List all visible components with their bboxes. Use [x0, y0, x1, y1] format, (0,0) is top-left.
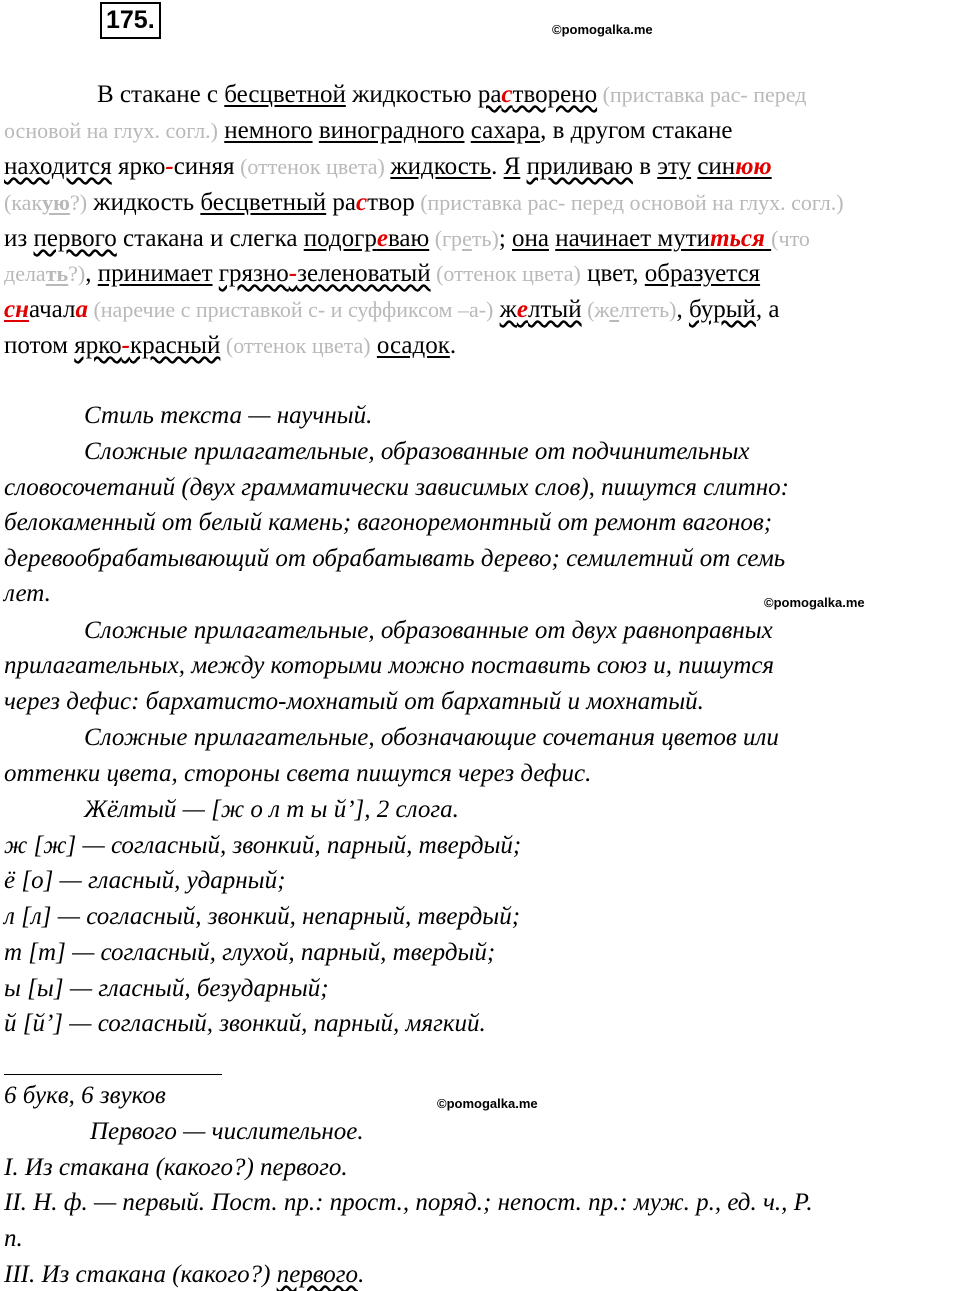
note-part: дела	[4, 261, 46, 286]
analysis-line: через дефис: бархатисто-мохнатый от бархатный и мохнатый.	[4, 688, 704, 715]
text-line-7	[4, 296, 780, 324]
word-part: ж	[499, 296, 517, 323]
divider-line	[4, 1074, 222, 1075]
highlighted-letter: -	[165, 153, 174, 180]
underlined-word: сахара	[470, 117, 541, 144]
underlined-word: принимает	[97, 260, 213, 287]
text-fragment: ,	[676, 296, 689, 323]
highlighted-letter: -	[288, 260, 298, 287]
analysis-line: Жёлтый — [ж о л т ы й’], 2 слога.	[84, 796, 459, 823]
wavy-underlined-word	[74, 332, 220, 359]
highlighted-letter: -	[121, 332, 130, 359]
highlighted-letter: ться	[710, 225, 765, 252]
analysis-line: Стиль текста — научный.	[84, 402, 373, 429]
highlighted-letter: е	[376, 225, 388, 252]
underlined-word	[697, 153, 771, 180]
text-fragment: , а	[755, 296, 780, 323]
gray-note: (оттенок цвета)	[220, 333, 371, 358]
analysis-line: л [л] — согласный, звонкий, непарный, твердый;	[4, 903, 521, 930]
watermark: ©pomogalka.me	[552, 22, 653, 37]
analysis-line: ы [ы] — гласный, безударный;	[4, 975, 329, 1002]
watermark: ©pomogalka.me	[764, 595, 865, 610]
word-part: ваю	[387, 225, 430, 252]
text-line-6	[4, 260, 760, 288]
text-fragment: III. Из стакана (какого?)	[4, 1261, 277, 1288]
note-part: (ж	[581, 297, 610, 322]
word-part: подогр	[303, 225, 377, 252]
underlined-word: бесцветный	[200, 189, 327, 216]
text-fragment: .	[491, 153, 504, 180]
gray-note	[4, 190, 87, 215]
gray-note: (оттенок цвета)	[234, 154, 391, 179]
gray-note: (что	[771, 226, 810, 251]
word-part: син	[697, 153, 736, 180]
word-part: лтый	[528, 296, 582, 323]
note-letter: е	[462, 226, 472, 251]
gray-note	[429, 226, 499, 251]
text-fragment: стакана и слегка	[116, 225, 304, 252]
wavy-underlined-word: приливаю	[526, 153, 633, 180]
analysis-line: й [й’] — согласный, звонкий, парный, мягкий.	[4, 1010, 486, 1037]
gray-note: (наречие с приставкой с- и суффиксом –а-)	[87, 297, 494, 322]
underlined-word	[304, 225, 430, 252]
wavy-underlined-word: первого	[33, 225, 117, 252]
note-part: ?)	[69, 190, 88, 215]
wavy-underlined-word: находится	[4, 153, 112, 180]
underlined-word: осадок	[376, 332, 450, 359]
footer-line: II. Н. ф. — первый. Пост. пр.: прост., поряд.; непост. пр.: муж. р., ед. ч., Р.	[4, 1189, 813, 1216]
underlined-word	[555, 225, 771, 252]
underlined-word: образуется	[644, 260, 761, 287]
text-fragment: В стакане с	[97, 81, 225, 108]
highlighted-letter: е	[516, 296, 529, 323]
highlighted-letter: а	[75, 296, 88, 323]
text-line-5	[4, 225, 810, 253]
gray-note: (приставка рас- перед основой на глух. согл.)	[414, 190, 844, 215]
wavy-underlined-word: бурый	[688, 296, 756, 323]
analysis-line: лет.	[4, 580, 51, 607]
wavy-underlined-word	[478, 81, 597, 108]
note-part: ?)	[68, 261, 86, 286]
word-part: начинает мути	[555, 225, 711, 252]
footer-line	[4, 1261, 364, 1289]
analysis-line: т [т] — согласный, глухой, парный, твердый;	[4, 939, 496, 966]
analysis-line: ё [о] — гласный, ударный;	[4, 867, 286, 894]
watermark: ©pomogalka.me	[437, 1096, 538, 1111]
text-fragment: твор	[367, 189, 415, 216]
underlined-word: виноградного	[318, 117, 465, 144]
footer-line: I. Из стакана (какого?) первого.	[4, 1154, 348, 1181]
underlined-word: эту	[657, 153, 692, 180]
gray-note	[582, 297, 677, 322]
text-fragment: ,	[85, 260, 98, 287]
note-part: (как	[4, 190, 43, 215]
text-line-2	[4, 117, 733, 145]
word-part: красный	[129, 332, 221, 359]
analysis-line: белокаменный от белый камень; вагоноремонтный от ремонт вагонов;	[4, 509, 773, 536]
highlighted-prefix: сн	[4, 296, 29, 323]
text-line-3	[4, 153, 772, 181]
wavy-underlined-word: первого	[276, 1261, 359, 1288]
word-part: творено	[512, 81, 598, 108]
text-fragment: ра	[326, 189, 357, 216]
text-line-1	[97, 81, 806, 109]
wavy-underlined-word	[500, 296, 582, 323]
gray-note	[4, 261, 85, 286]
highlighted-letter: юю	[735, 153, 772, 180]
note-part: лтеть)	[619, 297, 677, 322]
underlined-word: жидкость	[390, 153, 492, 180]
gray-note: (оттенок цвета)	[430, 261, 581, 286]
word-part: ярко	[74, 332, 122, 359]
analysis-line: Сложные прилагательные, образованные от двух равноправных	[84, 617, 773, 644]
analysis-line: оттенки цвета, стороны света пишутся через дефис.	[4, 760, 592, 787]
analysis-line: словосочетаний (двух грамматически зависимых слов), пишутся слитно:	[4, 474, 789, 501]
analysis-line: Сложные прилагательные, образованные от подчинительных	[84, 438, 750, 465]
text-line-8	[4, 332, 456, 360]
footer-line: п.	[4, 1225, 23, 1252]
wavy-underlined-word	[219, 260, 431, 287]
note-part: ть)	[471, 226, 499, 251]
word-part: грязно	[218, 260, 289, 287]
text-fragment: ;	[498, 225, 513, 252]
note-ending: ть	[45, 261, 69, 286]
word-part: зеленоватый	[297, 260, 431, 287]
highlighted-letter: с	[356, 189, 368, 216]
analysis-line: ж [ж] — согласный, звонкий, парный, твердый;	[4, 832, 522, 859]
text-fragment: потом	[4, 332, 75, 359]
text-fragment: цвет,	[580, 260, 645, 287]
word-part: ра	[477, 81, 502, 108]
highlighted-letter: с	[501, 81, 513, 108]
text-fragment: .	[449, 332, 457, 359]
gray-note: (приставка рас- перед	[597, 82, 807, 107]
analysis-line: Сложные прилагательные, обозначающие сочетания цветов или	[84, 724, 779, 751]
exercise-number: 175.	[100, 2, 161, 39]
analysis-line: деревообрабатывающий от обрабатывать дерево; семилетний от семь	[4, 545, 786, 572]
analysis-line: прилагательных, между которыми можно поставить союз и, пишутся	[4, 652, 775, 679]
text-fragment: .	[358, 1261, 365, 1288]
text-fragment: в	[632, 153, 658, 180]
text-fragment: ярко	[117, 153, 166, 180]
note-part: (гр	[429, 226, 463, 251]
text-fragment: из	[4, 225, 34, 252]
text-fragment: жидкость	[87, 189, 201, 216]
text-fragment: ачал	[28, 296, 76, 323]
underlined-word: она	[512, 225, 549, 252]
text-fragment: , в другом стакане	[540, 117, 733, 144]
underlined-word: немного	[224, 117, 313, 144]
text-fragment: жидкостью	[345, 81, 478, 108]
note-letter: е	[609, 297, 620, 322]
note-ending: ую	[42, 190, 70, 215]
text-line-4	[4, 189, 844, 217]
footer-line: 6 букв, 6 звуков	[4, 1082, 166, 1109]
underlined-word: бесцветной	[224, 81, 346, 108]
footer-line: Первого — числительное.	[90, 1118, 364, 1145]
text-fragment: синяя	[173, 153, 235, 180]
underlined-word: Я	[503, 153, 521, 180]
gray-note: основой на глух. согл.)	[4, 118, 218, 143]
